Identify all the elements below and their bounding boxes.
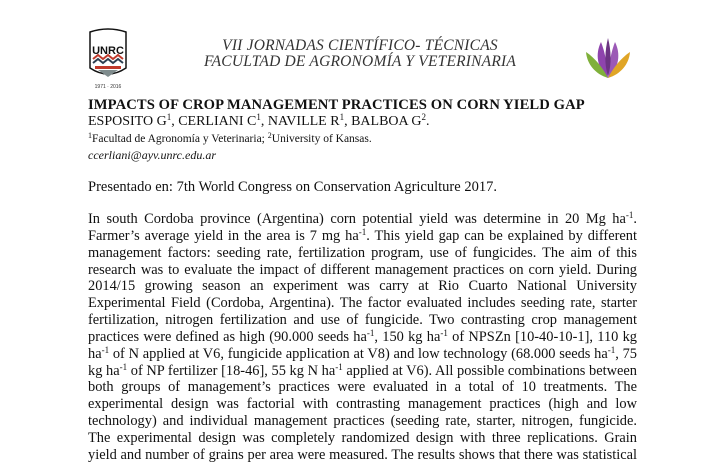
abstract-line: yield and number of grains per area were measured. The results shows that there was statistical [88,446,637,462]
author-name: NAVILLE R [267,114,340,129]
abstract-line: The experimental design was completely randomized design with three replications. Grain [88,429,637,446]
unrc-logo [86,28,130,92]
author-affil-sup: 1 [256,112,261,122]
author-affil-sup: 1 [166,112,172,122]
affil-sup-2: 2 [267,131,272,140]
abstract-line: practices were defined as high (90.000 seeds $ha^{-1}$, 150 kg $ha^{-1}$ of NPSZn [10-40-10-1], 110 kg [88,327,637,345]
abstract-line: management factors: seeding rate, fertilization program, use of fungicides. The aim of this [88,244,637,261]
unrc-logo-text: UNRC [92,45,124,57]
abstract-line: fertilization, nitrogen fertilization and use of fungicide. Two contrasting crop management [88,312,637,329]
conference-title: VII JORNADAS CIENTÍFICO- TÉCNICAS [222,37,498,54]
author-name: CERLIANI C [178,114,257,129]
presented-at: Presentado en: 7th World Congress on Conservation Agriculture 2017. [88,179,497,195]
abstract-line: technology) and individual management practices (seeding rate, starter, nitrogen, fungicide. [88,413,637,430]
unrc-logo-caption: 1971 · 2016 [94,84,122,90]
author-name: BALBOA G [351,114,422,129]
abstract-line: Experimental Field (Cordoba, Argentina). The factor evaluated includes seeding rate, starter [88,295,637,312]
abstract-line: experimental design was factorial with contrasting management practices (high and low [88,396,637,413]
affil-text-2: University of Kansas. [271,133,372,145]
abstract-body [88,211,637,462]
affil-text-1: Facultad de Agronomía y Veterinaria; [92,133,268,145]
abstract-line: 2014/15 growing season an experiment was carry at Rio Cuarto National University [88,278,637,295]
abstract-line: kg $ha^{-1}$ of NP fertilizer [18-46], 55 kg N $ha^{-1}$ applied at V6). All possible combinations between [88,361,637,379]
abstract-line: Farmer’s average yield in the area is 7 mg $ha^{-1}$. This yield gap can be explained by different [88,226,637,244]
abstract-line: both groups of management’s practices were evaluated in a total of 10 treatments. The [88,379,637,396]
abstract-line: $ha^{-1}$ of N applied at V6, fungicide application at V8) and low technology (68.000 seeds $ha^{-1}$, 75 [88,344,637,362]
author-list: ESPOSITO $G^1$, CERLIANI $C^1$, NAVILLE $R^1$, BALBOA $G^2$. [88,112,430,129]
contact-email: ccerliani@ayv.unrc.edu.ar [88,148,216,162]
faculty-title: FACULTAD DE AGRONOMÍA Y VETERINARIA [203,53,517,70]
affil-sup-1: 1 [88,131,92,140]
fav-lotus-logo-icon [583,34,633,80]
author-affil-sup: 2 [421,112,426,122]
abstract-line: In south Cordoba province (Argentina) corn potential yield was determine in 20 Mg $ha^{-1}$. [88,210,637,227]
affiliations [88,133,372,145]
abstract-line: research was to evaluate the impact of different management practices on corn yield. During [88,261,637,278]
paper-title: IMPACTS OF CROP MANAGEMENT PRACTICES ON CORN YIELD GAP [88,97,585,113]
author-name: ESPOSITO G [88,114,167,129]
author-affil-sup: 1 [339,112,345,122]
